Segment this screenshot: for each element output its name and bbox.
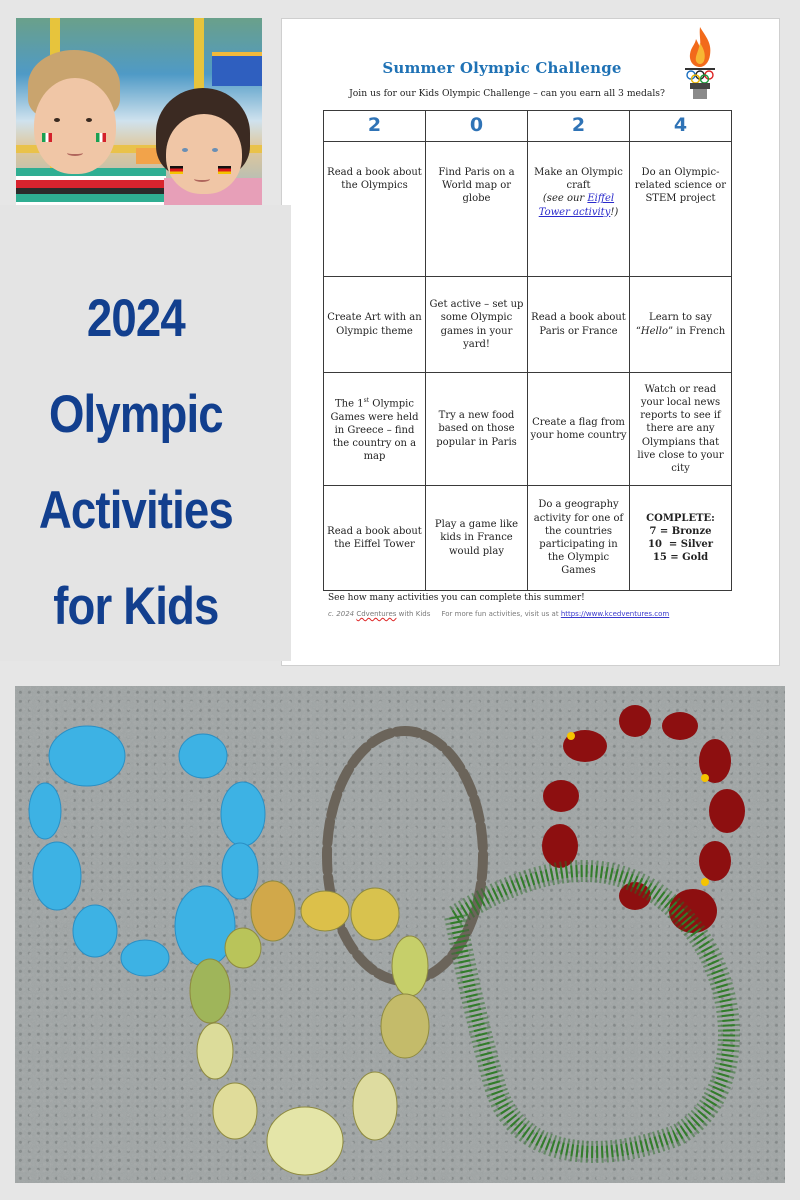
gold-requirement: 15 = Gold [652, 552, 709, 564]
italy-flag-icon [96, 133, 106, 142]
title-line: Activities [38, 481, 233, 540]
activity-cell [630, 373, 732, 486]
smile [194, 176, 210, 182]
olympic-rings-photo [15, 686, 785, 1183]
challenge-grid [323, 110, 732, 591]
activity-cell [324, 373, 426, 486]
eye [182, 148, 188, 152]
website-link[interactable]: https://www.kcedventures.com [560, 610, 670, 618]
grid-row [324, 373, 732, 486]
brand-name: Cdventures [356, 610, 397, 618]
grid-header-cell: 2 [324, 111, 426, 142]
title-line: for Kids [53, 577, 219, 636]
nature-olympic-rings [15, 686, 785, 1183]
activity-text: Try a new food based on those popular in Paris [436, 410, 517, 448]
title-line: Olympic [48, 385, 223, 444]
worksheet-document [281, 18, 780, 666]
worksheet-subtitle: Join us for our Kids Olympic Challenge – can you earn all 3 medals? [349, 88, 665, 99]
activity-cell [426, 142, 528, 277]
activity-note: !) [610, 206, 619, 218]
activity-cell [426, 486, 528, 591]
activity-text: Make an Olympic craft [534, 167, 623, 192]
grid-row [324, 277, 732, 373]
grid-header-cell: 4 [630, 111, 732, 142]
activity-text: Create a flag from your home country [530, 416, 627, 441]
medal-key-heading: COMPLETE: [646, 512, 715, 524]
eiffel-tower-activity-link[interactable]: Eiffel Tower activity [538, 193, 615, 218]
activity-cell [528, 277, 630, 373]
activity-text: Read a book about the Olympics [327, 167, 422, 192]
activity-text: Do an Olympic-related science or STEM project [634, 167, 727, 205]
girl-face [166, 114, 242, 194]
activity-cell [324, 486, 426, 591]
copyright-text: c. 2024 [328, 610, 357, 618]
page-title [0, 271, 272, 655]
grid-row [324, 486, 732, 591]
activity-cell [528, 486, 630, 591]
eye [54, 118, 60, 122]
title-panel [0, 205, 291, 661]
activity-cell [426, 373, 528, 486]
worksheet-footer: See how many activities you can complete this summer! [328, 593, 585, 603]
brand-suffix: with Kids [396, 610, 431, 618]
activity-cell [528, 373, 630, 486]
title-line: 2024 [86, 289, 185, 348]
eye [212, 148, 218, 152]
activity-text: Play a game like kids in France would play [434, 519, 519, 557]
activity-cell [528, 142, 630, 277]
germany-flag-icon [218, 166, 231, 174]
italy-flag-icon [42, 133, 52, 142]
worksheet-title: Summer Olympic Challenge [382, 59, 622, 77]
worksheet-credits [328, 610, 669, 618]
activity-note: (see our [542, 193, 588, 205]
ordinal-suffix: st [363, 397, 370, 405]
more-activities-text: For more fun activities, visit us at [441, 610, 561, 618]
activity-text: Create Art with an Olympic theme [327, 312, 422, 337]
activity-text: ” in French [667, 325, 726, 337]
storage-bin [212, 52, 262, 86]
activity-text: Read a book about Paris or France [531, 312, 626, 337]
boy-shirt [16, 168, 166, 205]
medal-key-cell [630, 486, 732, 591]
boy-face [34, 78, 116, 174]
grid-row [324, 142, 732, 277]
kids-photo [16, 18, 262, 205]
olympic-torch-icon [680, 25, 720, 101]
activity-text-italic: Hello [640, 325, 668, 337]
activity-cell [426, 277, 528, 373]
silver-requirement: 10 = Silver [648, 539, 713, 550]
activity-text: Read a book about the Eiffel Tower [327, 525, 422, 550]
bronze-requirement: 7 = Bronze [649, 525, 712, 537]
eye [86, 118, 92, 122]
activity-text: Find Paris on a World map or globe [438, 167, 515, 205]
activity-cell [324, 142, 426, 277]
activity-cell [630, 142, 732, 277]
grid-header-cell: 2 [528, 111, 630, 142]
activity-cell [324, 277, 426, 373]
activity-text: Watch or read your local news reports to see if there are any Olympians that live close to your city [637, 383, 724, 474]
activity-text: Olympic Games were held in Greece – find the country on a map [330, 398, 419, 463]
activity-text: Get active – set up some Olympic games in your yard! [429, 299, 524, 350]
germany-flag-icon [170, 166, 183, 174]
activity-cell [630, 277, 732, 373]
grid-header-cell: 0 [426, 111, 528, 142]
activity-text: The 1 [335, 398, 364, 410]
grid-header-row [324, 111, 732, 142]
activity-text: Do a geography activity for one of the countries participating in the Olympic Games [533, 499, 624, 577]
activity-text: Learn to say “ [635, 312, 712, 337]
smile [67, 150, 83, 156]
